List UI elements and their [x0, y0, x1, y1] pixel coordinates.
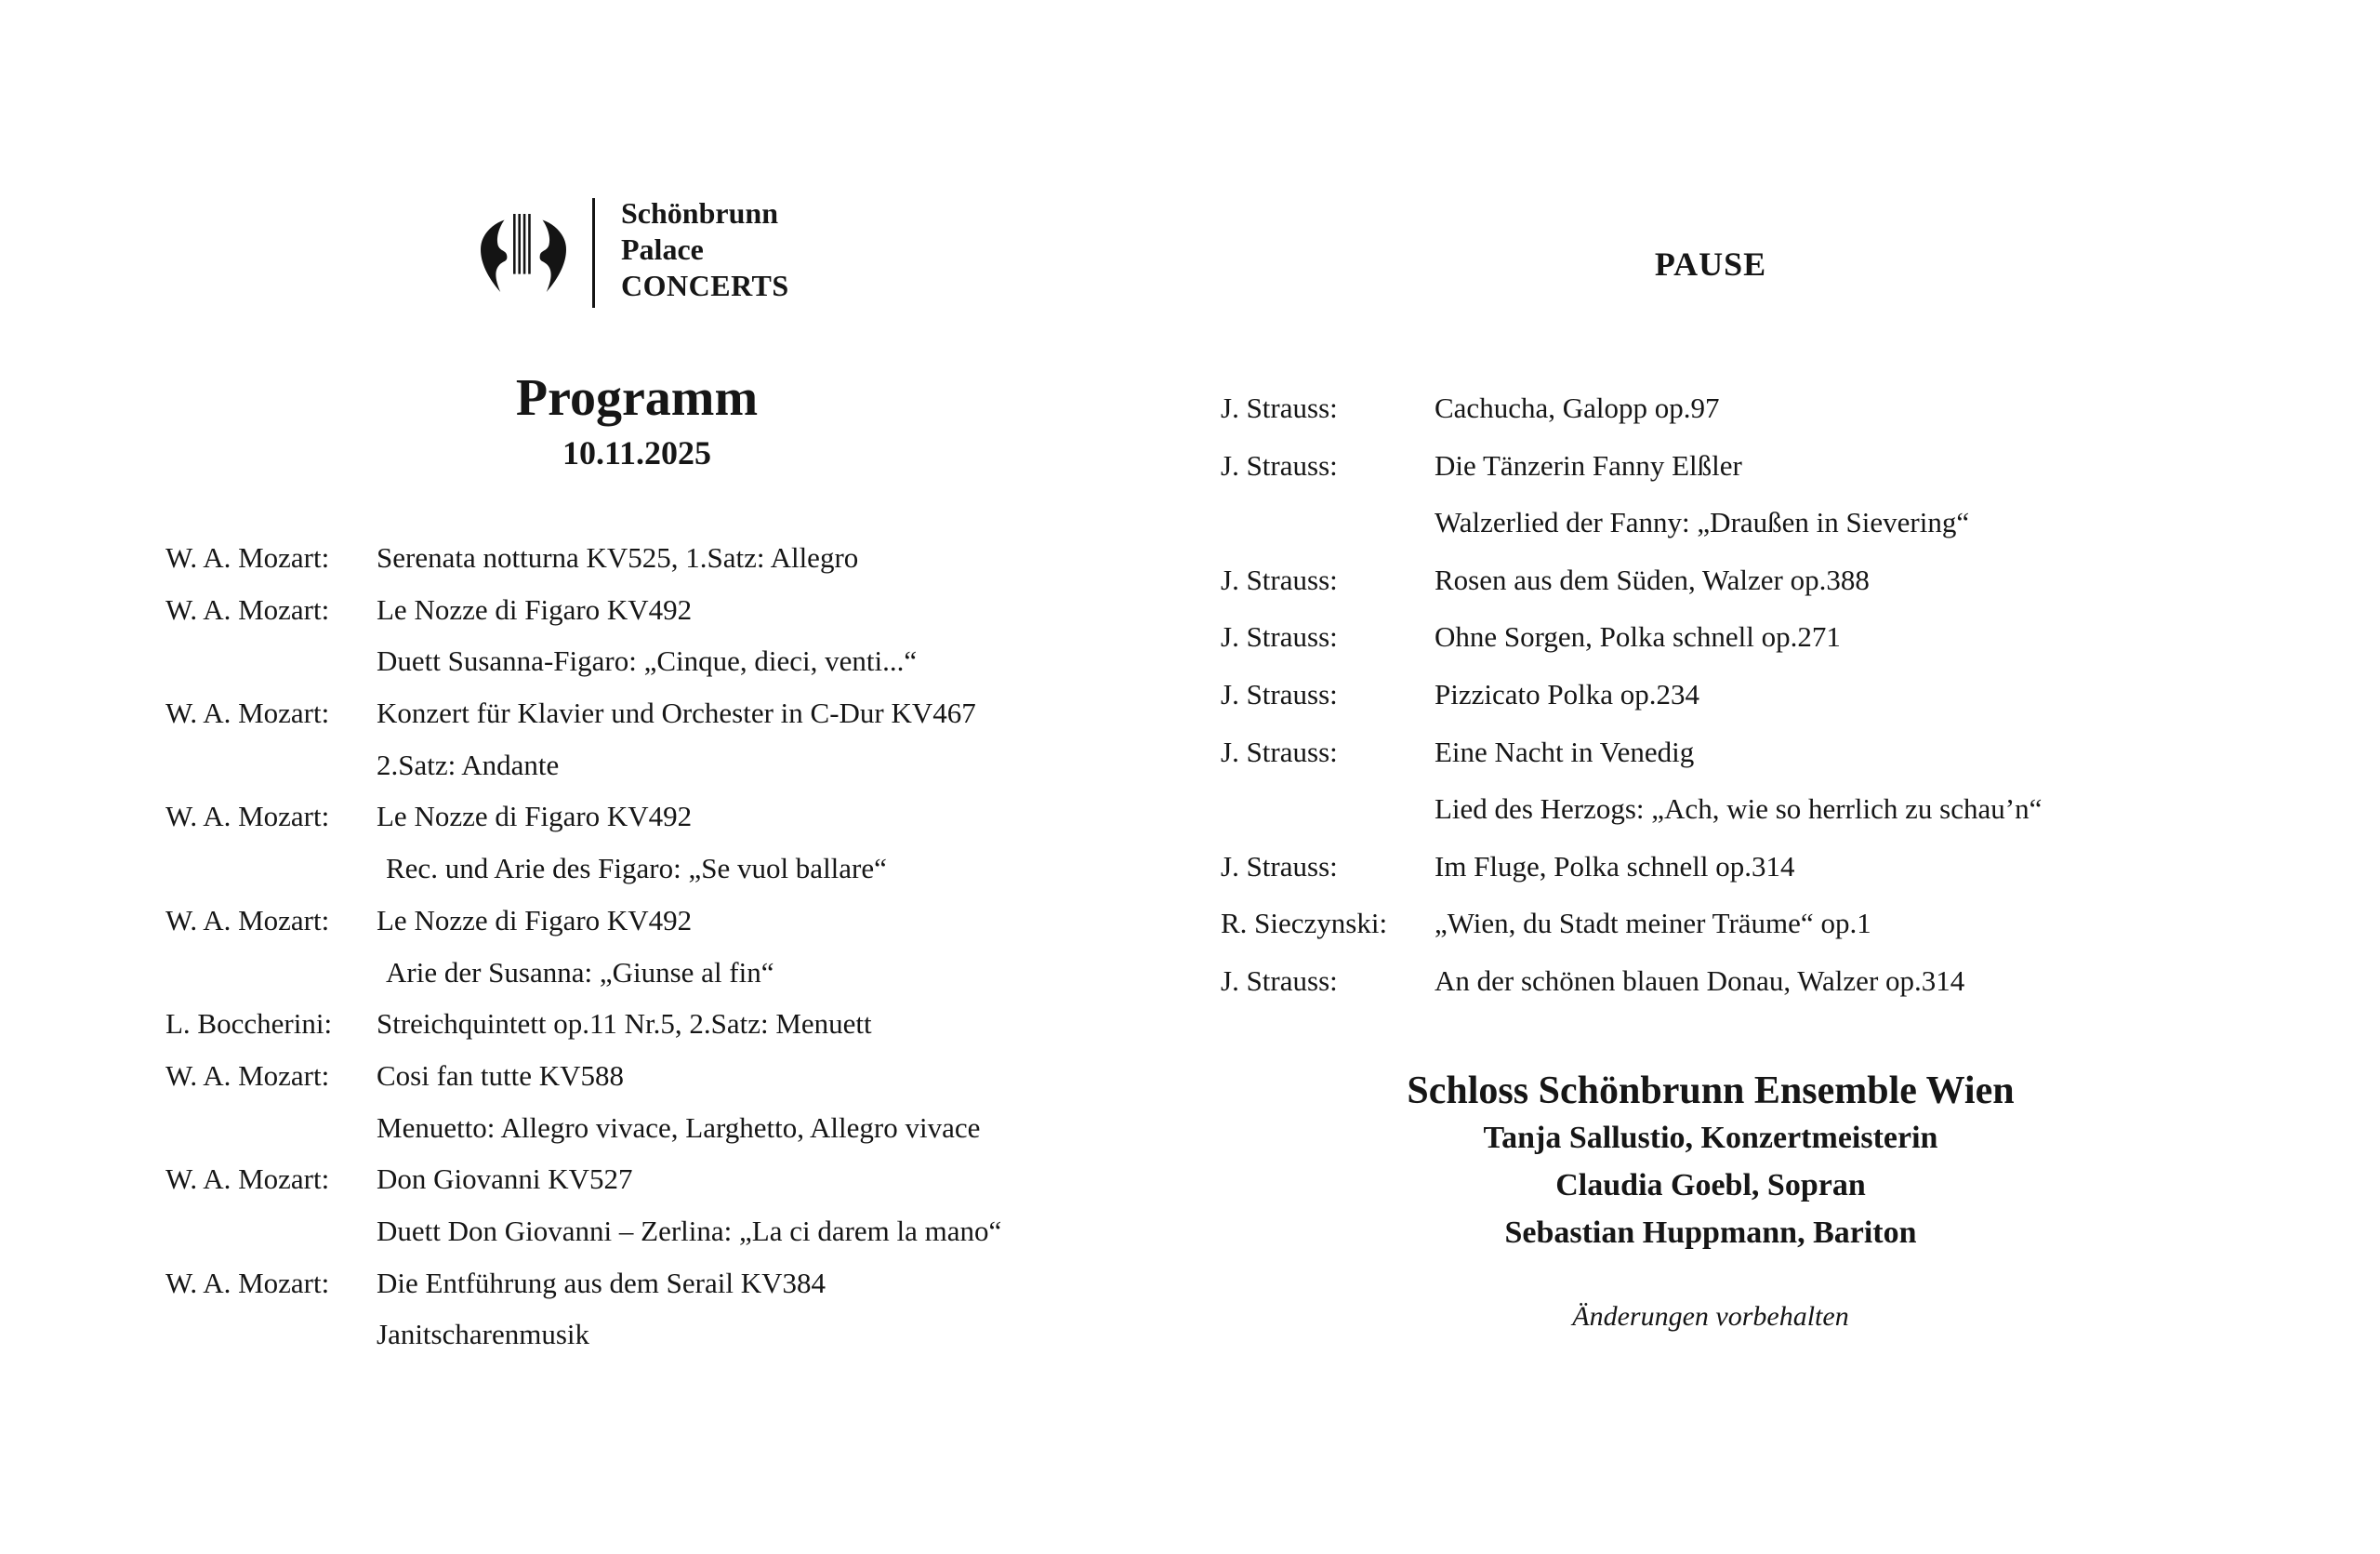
composer-label: J. Strauss:: [1221, 963, 1338, 997]
composer-label: W. A. Mozart:: [165, 1266, 330, 1299]
brand-line-2: Palace: [621, 232, 704, 266]
piece-label: Duett Susanna-Figaro: „Cinque, dieci, venti...“: [377, 644, 918, 678]
piece-label: Die Tänzerin Fanny Elßler: [1435, 448, 1742, 482]
program-row: [165, 584, 1188, 636]
composer-label: W. A. Mozart:: [165, 903, 330, 936]
brand-line-3: CONCERTS: [621, 269, 789, 302]
brand-line-1: Schönbrunn: [621, 196, 778, 230]
composer-label: J. Strauss:: [1221, 448, 1338, 482]
composer-label: J. Strauss:: [1221, 735, 1338, 768]
ensemble-member: Tanja Sallustio, Konzertmeisterin: [1483, 1121, 1938, 1155]
composer-label: W. A. Mozart:: [165, 541, 330, 574]
piece-label: Le Nozze di Figaro KV492: [377, 800, 693, 833]
program-row: [165, 532, 1188, 584]
piece-label: Don Giovanni KV527: [377, 1162, 633, 1196]
program-date: 10.11.2025: [562, 434, 711, 472]
piece-label: 2.Satz: Andante: [377, 748, 560, 781]
ensemble-member: Sebastian Huppmann, Bariton: [1504, 1215, 1917, 1250]
piece-label: Le Nozze di Figaro KV492: [377, 592, 693, 626]
program-row: [1221, 551, 2281, 609]
piece-label: Menuetto: Allegro vivace, Larghetto, Allegro vivace: [377, 1110, 981, 1144]
logo-divider: [592, 198, 595, 308]
composer-label: W. A. Mozart:: [165, 1162, 330, 1196]
program-row: [165, 1153, 1188, 1205]
program-list-second-half: [1221, 379, 2281, 1010]
piece-label: Streichquintett op.11 Nr.5, 2.Satz: Menuett: [377, 1007, 872, 1041]
piece-label: Eine Nacht in Venedig: [1435, 735, 1695, 768]
program-row: [165, 843, 1188, 895]
program-row: [165, 947, 1188, 999]
program-row: [165, 1205, 1188, 1257]
composer-label: R. Sieczynski:: [1221, 907, 1388, 940]
program-row: [1221, 895, 2281, 952]
program-row: [1221, 437, 2281, 495]
composer-label: L. Boccherini:: [165, 1007, 333, 1041]
piece-label: Konzert für Klavier und Orchester in C-Dur KV467: [377, 697, 976, 730]
program-row: [165, 1050, 1188, 1102]
composer-label: W. A. Mozart:: [165, 1058, 330, 1092]
ensemble-credits: [1227, 1068, 2194, 1333]
program-row: [1221, 494, 2281, 551]
piece-label: Rosen aus dem Süden, Walzer op.388: [1435, 563, 1870, 596]
program-row: [165, 1308, 1188, 1361]
piece-label: Ohne Sorgen, Polka schnell op.271: [1435, 620, 1841, 654]
piece-label: Lied des Herzogs: „Ach, wie so herrlich zu schau’n“: [1435, 792, 2043, 826]
program-row: [1221, 780, 2281, 838]
piece-label: Cachucha, Galopp op.97: [1435, 392, 1720, 424]
composer-label: W. A. Mozart:: [165, 592, 330, 626]
piece-label: Cosi fan tutte KV588: [377, 1058, 625, 1092]
composer-label: J. Strauss:: [1221, 563, 1338, 596]
piece-label: Rec. und Arie des Figaro: „Se vuol ballare“: [386, 852, 887, 885]
composer-label: J. Strauss:: [1221, 392, 1338, 424]
program-list-first-half: [165, 532, 1188, 1361]
violin-strings-icon: [479, 214, 568, 292]
piece-label: Pizzicato Polka op.234: [1435, 677, 1699, 711]
ensemble-member: Claudia Goebl, Sopran: [1555, 1168, 1866, 1202]
composer-label: W. A. Mozart:: [165, 800, 330, 833]
program-row: [165, 1102, 1188, 1154]
program-row: [165, 635, 1188, 687]
piece-label: Janitscharenmusik: [377, 1318, 590, 1351]
composer-label: J. Strauss:: [1221, 620, 1338, 654]
brand-logo-block: [479, 193, 789, 308]
pause-heading: PAUSE: [1654, 246, 1767, 283]
composer-label: J. Strauss:: [1221, 849, 1338, 883]
piece-label: Im Fluge, Polka schnell op.314: [1435, 849, 1795, 883]
program-row: [165, 790, 1188, 843]
piece-label: Le Nozze di Figaro KV492: [377, 903, 693, 936]
program-row: [1221, 666, 2281, 724]
program-row: [165, 687, 1188, 739]
piece-label: Walzerlied der Fanny: „Draußen in Sievering“: [1435, 506, 1970, 539]
piece-label: Die Entführung aus dem Serail KV384: [377, 1266, 826, 1299]
program-row: [165, 895, 1188, 947]
piece-label: „Wien, du Stadt meiner Träume“ op.1: [1435, 907, 1871, 940]
piece-label: Duett Don Giovanni – Zerlina: „La ci darem la mano“: [377, 1214, 1002, 1247]
piece-label: An der schönen blauen Donau, Walzer op.314: [1435, 963, 1965, 997]
program-row: [1221, 724, 2281, 781]
composer-label: J. Strauss:: [1221, 677, 1338, 711]
changes-reserved-note: Änderungen vorbehalten: [1572, 1301, 1849, 1332]
composer-label: W. A. Mozart:: [165, 697, 330, 730]
program-row: [165, 998, 1188, 1050]
program-row: [1221, 838, 2281, 896]
program-row: [1221, 608, 2281, 666]
program-row: [1221, 379, 2281, 437]
piece-label: Arie der Susanna: „Giunse al fin“: [386, 955, 774, 989]
brand-name: [621, 195, 789, 304]
ensemble-name: Schloss Schönbrunn Ensemble Wien: [1407, 1069, 2015, 1112]
program-header: [158, 370, 1116, 472]
program-row: [165, 1257, 1188, 1309]
program-row: [165, 739, 1188, 791]
program-row: [1221, 952, 2281, 1010]
piece-label: Serenata notturna KV525, 1.Satz: Allegro: [377, 541, 859, 574]
page-title: Programm: [515, 369, 759, 427]
